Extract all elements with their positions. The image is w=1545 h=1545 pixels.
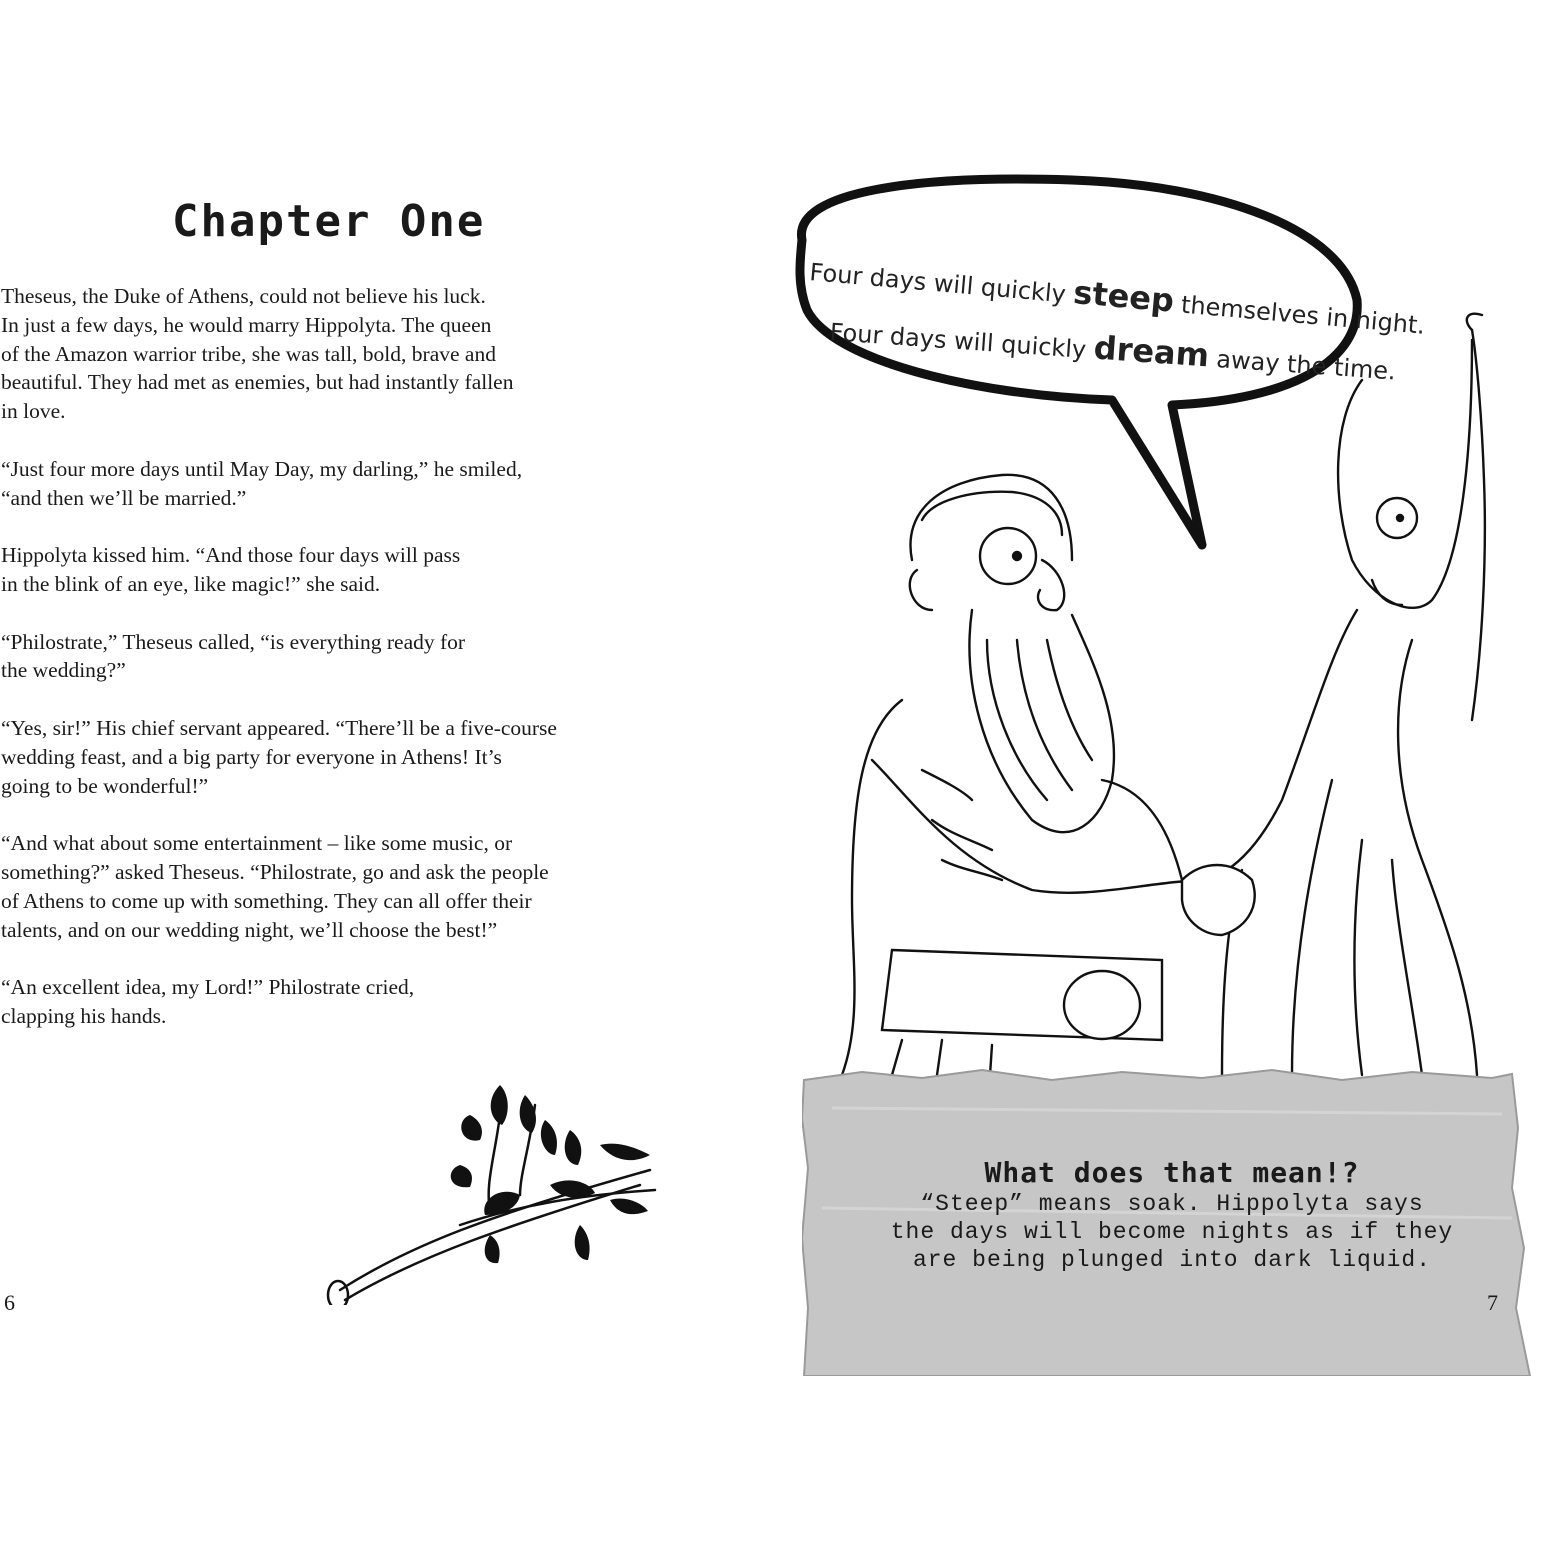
paragraph: Hippolyta kissed him. “And those four days will pass in the blink of an eye, like magic!” she said. <box>1 543 461 596</box>
speech-line-1: Four days will quickly steep themselves in night. <box>808 258 1427 340</box>
leafy-branch-icon <box>320 1075 660 1305</box>
emphasis-word: steep <box>1071 273 1176 320</box>
right-page <box>772 0 1545 1545</box>
paragraph: “Yes, sir!” His chief servant appeared. “There’ll be a five-course wedding feast, and a big party for everyone in Athens! It’s going to be wonderful!” <box>1 715 557 798</box>
paragraph: Theseus, the Duke of Athens, could not believe his luck. In just a few days, he would marry Hippolyta. The queen of the Amazon warrior tribe, she was tall, bold, brave and beautiful. They had met as enemies, but had instantly fallen in love. <box>1 284 514 424</box>
left-page <box>0 0 772 1545</box>
speech-bubble-text <box>808 250 1427 386</box>
paragraph: “Just four more days until May Day, my darling,” he smiled, “and then we’ll be married.” <box>1 456 523 510</box>
page-number: 6 <box>4 1290 15 1315</box>
paragraph: “An excellent idea, my Lord!” Philostrate cried, clapping his hands. <box>1 975 415 1028</box>
definition-box <box>802 1068 1532 1376</box>
story-text <box>1 282 671 1060</box>
paragraph: “Philostrate,” Theseus called, “is everything ready for the wedding?” <box>1 629 466 683</box>
paragraph: “And what about some entertainment – like some music, or something?” asked Theseus. “Philostrate, go and ask the people of Athens to come up with something. They can all offer their talents, and on our wedding night, we’ll choose the best!” <box>1 831 549 942</box>
speech-line-2: Four days will quickly dream away the time. <box>828 318 1397 386</box>
chapter-title: Chapter One <box>172 196 486 247</box>
emphasis-word: dream <box>1092 328 1211 375</box>
info-title: What does that mean!? <box>984 1156 1360 1189</box>
page-number: 7 <box>1487 1290 1498 1315</box>
info-body: “Steep” means soak. Hippolyta says the days will become nights as if they are being plunged into dark liquid. <box>890 1191 1454 1273</box>
